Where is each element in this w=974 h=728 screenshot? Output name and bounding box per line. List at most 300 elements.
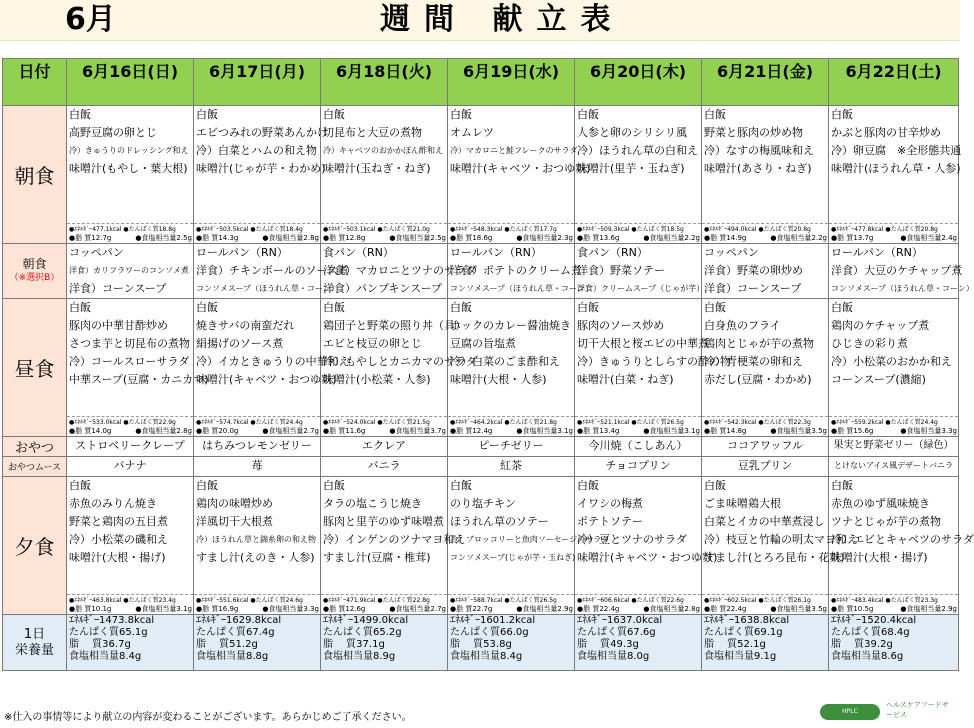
dish-item: 白飯 xyxy=(323,108,345,121)
menu-cell-breakfast xyxy=(448,106,591,244)
dish-item: 白飯 xyxy=(577,301,599,314)
dish-item: 白飯 xyxy=(577,479,599,492)
nutrition-energy-protein: ●ｴﾈﾙｷﾞｰ483.4kcal ●たんぱく質23.3g xyxy=(831,597,938,604)
nutrition-energy-protein: ●ｴﾈﾙｷﾞｰ606.6kcal ●たんぱく質22.6g xyxy=(577,597,684,604)
dish-item: 冷）エビとキャベツのサラダ xyxy=(831,533,974,546)
dish-item: 豚肉のソース炒め xyxy=(577,319,665,332)
nutrition-info xyxy=(829,594,958,614)
snack-item: 今川焼（こしあん） xyxy=(588,439,688,452)
dish-item: 冷）卵豆腐 ※全形態共通 xyxy=(831,144,962,157)
nutrition-salt: ●食塩相当量3.5g xyxy=(770,427,827,435)
dish-item: コッペパン xyxy=(69,246,124,259)
nutrition-fat: ●脂 質12.8g xyxy=(323,234,366,242)
dish-item: 白飯 xyxy=(69,301,91,314)
date-header: 6月21日(金) xyxy=(702,59,829,106)
dish-item: 白飯 xyxy=(704,301,726,314)
nutrition-info xyxy=(575,416,701,436)
menu-cell-snack xyxy=(575,437,702,457)
nutrition-info xyxy=(194,416,320,436)
nutrition-fat: ●脂 質14.8g xyxy=(704,427,747,435)
dish-item: 味噌汁(キャベツ・おつゆ麩) xyxy=(450,162,591,175)
nutrition-fat: ●脂 質16.9g xyxy=(196,605,239,613)
nutrition-energy-protein: ●ｴﾈﾙｷﾞｰ551.6kcal ●たんぱく質24.6g xyxy=(196,597,303,604)
nutrition-summary-line: たんぱく質67.6g xyxy=(577,627,656,638)
nutrition-energy-protein: ●ｴﾈﾙｷﾞｰ503.5kcal ●たんぱく質18.4g xyxy=(196,226,303,233)
menu-cell-dinner xyxy=(321,477,466,615)
nutrition-salt: ●食塩相当量3.1g xyxy=(135,605,192,613)
menu-cell-breakfastB xyxy=(575,244,705,299)
dish-item: 赤魚のみりん焼き xyxy=(69,497,157,510)
nutrition-summary-line: ｴﾈﾙｷﾞｰ1601.2kcal xyxy=(450,615,536,626)
header-row xyxy=(3,59,959,106)
dish-item: 白飯 xyxy=(69,479,91,492)
nutrition-fat: ●脂 質22.4g xyxy=(704,605,747,613)
nutrition-info xyxy=(829,416,958,436)
menu-cell-summary xyxy=(702,615,829,671)
menu-cell-breakfast xyxy=(829,106,962,244)
mousse-row xyxy=(3,457,959,477)
mousse-item: とけないアイス風デザートバニラ xyxy=(833,461,954,470)
dish-item: 味噌汁(玉ねぎ・ねぎ) xyxy=(323,162,431,175)
dish-item: 冷）きゅうりのドレッシング和え xyxy=(69,146,189,155)
nutrition-info xyxy=(829,223,958,243)
dish-item: かぶと豚肉の甘辛炒め xyxy=(831,126,941,139)
nutrition-salt: ●食塩相当量3.1g xyxy=(516,427,573,435)
nutrition-fat: ●脂 質13.6g xyxy=(577,234,620,242)
dish-item: 冷）白菜とハムの和え物 xyxy=(196,144,317,157)
dish-item: 洋風切干大根煮 xyxy=(196,515,273,528)
menu-cell-breakfastB xyxy=(829,244,974,299)
dish-item: 鶏肉のケチャップ煮 xyxy=(831,319,930,332)
dish-item: のり塩チキン xyxy=(450,497,516,510)
nutrition-info xyxy=(194,594,320,614)
nutrition-fat: ●脂 質13.4g xyxy=(577,427,620,435)
snack-row xyxy=(3,437,959,457)
nutrition-fat: ●脂 質12.4g xyxy=(450,427,493,435)
nutrition-summary-line: たんぱく質66.0g xyxy=(450,627,529,638)
row-label-breakfast: 朝食 xyxy=(3,106,67,244)
dish-item: 冷）小松菜の磯和え xyxy=(69,533,168,546)
nutrition-summary-line: 脂 質36.7g xyxy=(69,639,131,650)
nutrition-summary-line: 食塩相当量8.9g xyxy=(323,651,396,662)
nutrition-fat: ●脂 質14.3g xyxy=(196,234,239,242)
dish-item: 中華スープ(豆腐・カニカマ) xyxy=(69,373,209,386)
dish-item: 冷）イカときゅうりの中華和え xyxy=(196,355,350,368)
summary-row xyxy=(3,615,959,671)
dish-item: ほうれん草のソテー xyxy=(450,515,549,528)
dish-item: 白飯 xyxy=(831,108,853,121)
dish-item: 白飯 xyxy=(196,301,218,314)
nutrition-summary-line: たんぱく質69.1g xyxy=(704,627,783,638)
nutrition-summary-line: 食塩相当量8.6g xyxy=(831,651,904,662)
dish-item: 冷）青梗菜の卵和え xyxy=(704,355,803,368)
nutrition-summary-line: 食塩相当量8.4g xyxy=(69,651,142,662)
dish-item: 洋食）チキンボールのソース煮 xyxy=(196,264,349,277)
date-header: 6月18日(火) xyxy=(321,59,448,106)
menu-cell-snack xyxy=(194,437,321,457)
menu-cell-snack xyxy=(829,437,959,457)
nutrition-fat: ●脂 質18.6g xyxy=(450,234,493,242)
dish-item: 冷）キャベツのおかかぽん酢和え xyxy=(323,146,443,155)
menu-cell-breakfast xyxy=(194,106,328,244)
nutrition-salt: ●食塩相当量2.4g xyxy=(900,234,957,242)
mousse-item: チョコプリン xyxy=(605,459,671,472)
nutrition-summary-line: 脂 質39.2g xyxy=(831,639,893,650)
lunch-row xyxy=(3,299,959,437)
dish-item: 冷）きゅうりとしらすの酢の物 xyxy=(577,355,731,368)
title-bar xyxy=(0,0,960,41)
nutrition-info xyxy=(321,416,447,436)
nutrition-salt: ●食塩相当量2.9g xyxy=(900,605,957,613)
menu-cell-mousse xyxy=(448,457,575,477)
page-title: 週間 献立表 xyxy=(380,2,625,37)
dish-item: コンソメスープ（ほうれん草・コーン） xyxy=(831,284,974,293)
nutrition-summary-line: ｴﾈﾙｷﾞｰ1473.8kcal xyxy=(69,615,155,626)
nutrition-summary-line: ｴﾈﾙｷﾞｰ1638.8kcal xyxy=(704,615,790,626)
dish-item: 冷）ほうれん草の白和え xyxy=(577,144,698,157)
nutrition-energy-protein: ●ｴﾈﾙｷﾞｰ494.0kcal ●たんぱく質20.8g xyxy=(704,226,811,233)
nutrition-energy-protein: ●ｴﾈﾙｷﾞｰ477.1kcal ●たんぱく質18.8g xyxy=(69,226,176,233)
menu-cell-mousse xyxy=(575,457,702,477)
dish-item: 白飯 xyxy=(196,108,218,121)
dish-item: 野菜と鶏肉の五目煮 xyxy=(69,515,168,528)
dish-item: ポテトソテー xyxy=(577,515,643,528)
nutrition-fat: ●脂 質22.7g xyxy=(450,605,493,613)
menu-cell-breakfastB xyxy=(702,244,829,299)
dish-item: 白飯 xyxy=(831,479,853,492)
snack-item: ストロベリークレープ xyxy=(75,439,185,452)
row-label-summary: 1日 栄養量 xyxy=(3,615,67,671)
month-label: 6月 xyxy=(65,2,116,37)
nutrition-energy-protein: ●ｴﾈﾙｷﾞｰ588.7kcal ●たんぱく質26.5g xyxy=(450,597,557,604)
nutrition-info xyxy=(67,416,193,436)
nutrition-fat: ●脂 質11.6g xyxy=(323,427,366,435)
snack-item: エクレア xyxy=(362,439,406,452)
weekly-menu-table xyxy=(2,58,974,671)
snack-item: はちみつレモンゼリー xyxy=(202,439,312,452)
dish-item: 冷）白菜のごま酢和え xyxy=(450,355,560,368)
snack-item: ピーチゼリー xyxy=(478,439,544,452)
dish-item: 切昆布と大豆の煮物 xyxy=(323,126,422,139)
snack-item: ココアワッフル xyxy=(726,439,803,452)
company-logo-text: ヘルスケアフードサービス xyxy=(886,701,949,719)
nutrition-summary-line: たんぱく質67.4g xyxy=(196,627,275,638)
dish-item: 豚肉と里芋のゆず味噌煮 xyxy=(323,515,444,528)
dish-item: 白身魚のフライ xyxy=(704,319,781,332)
nutrition-fat: ●脂 質14.0g xyxy=(69,427,112,435)
dish-item: 味噌汁(キャベツ・おつゆ麩) xyxy=(196,373,337,386)
nutrition-energy-protein: ●ｴﾈﾙｷﾞｰ533.0kcal ●たんぱく質22.9g xyxy=(69,419,176,426)
dish-item: 食パン（RN） xyxy=(577,246,648,259)
dish-item: 鶏団子と野菜の照り丼（具） xyxy=(323,319,466,332)
dish-item: 味噌汁(大根・揚げ) xyxy=(831,551,928,564)
date-header: 6月19日(水) xyxy=(448,59,575,106)
nutrition-summary-line: たんぱく質65.1g xyxy=(69,627,148,638)
nutrition-salt: ●食塩相当量2.5g xyxy=(135,234,192,242)
nutrition-info xyxy=(702,223,828,243)
dish-item: 白飯 xyxy=(450,108,472,121)
dish-item: 白飯 xyxy=(450,479,472,492)
dish-item: 豚肉の中華甘酢炒め xyxy=(69,319,168,332)
dish-item: 鶏肉の味噌炒め xyxy=(196,497,273,510)
date-column-header: 日付 xyxy=(3,59,67,106)
nutrition-fat: ●脂 質22.4g xyxy=(577,605,620,613)
dish-item: オムレツ xyxy=(450,126,494,139)
menu-cell-breakfastB xyxy=(448,244,593,299)
menu-cell-breakfast xyxy=(321,106,448,244)
dish-item: 白菜とイカの中華煮浸し xyxy=(704,515,825,528)
dish-item: 味噌汁(もやし・葉大根) xyxy=(69,162,188,175)
dish-item: 冷）枝豆と竹輪の明太マヨ和え xyxy=(704,533,858,546)
dish-item: 切干大根と桜エビの中華煮 xyxy=(577,337,709,350)
menu-cell-dinner xyxy=(67,477,194,615)
dish-item: 白飯 xyxy=(323,301,345,314)
nutrition-info xyxy=(575,223,701,243)
dish-item: コッペパン xyxy=(704,246,759,259)
dish-item: ひじきの彩り煮 xyxy=(831,337,908,350)
nutrition-salt: ●食塩相当量2.9g xyxy=(516,605,573,613)
dish-item: 白飯 xyxy=(704,108,726,121)
nutrition-fat: ●脂 質12.6g xyxy=(323,605,366,613)
dish-item: 赤だし(豆腐・わかめ) xyxy=(704,373,812,386)
dish-item: 焼きサバの南蛮だれ xyxy=(196,319,295,332)
mousse-item: 豆乳プリン xyxy=(737,459,793,472)
dish-item: ロールパン（RN） xyxy=(831,246,923,259)
nutrition-summary-line: 脂 質51.2g xyxy=(196,639,258,650)
nutrition-fat: ●脂 質13.7g xyxy=(831,234,874,242)
nutrition-salt: ●食塩相当量3.5g xyxy=(770,605,827,613)
nutrition-info xyxy=(321,223,447,243)
dish-item: 味噌汁(キャベツ・おつゆ麩) xyxy=(577,551,718,564)
nutrition-energy-protein: ●ｴﾈﾙｷﾞｰ548.3kcal ●たんぱく質17.7g xyxy=(450,226,557,233)
menu-cell-snack xyxy=(448,437,575,457)
menu-cell-dinner xyxy=(829,477,974,615)
dish-item: 白飯 xyxy=(450,301,472,314)
mousse-item: バニラ xyxy=(367,459,401,472)
nutrition-fat: ●脂 質12.7g xyxy=(69,234,112,242)
menu-cell-mousse xyxy=(194,457,321,477)
dish-item: 味噌汁(大根・人参) xyxy=(450,373,547,386)
dish-item: 洋食）マカロニとツナのサラダ xyxy=(323,264,477,277)
nutrition-info xyxy=(67,223,193,243)
dish-item: 洋食）コーンスープ xyxy=(69,282,167,295)
menu-cell-snack xyxy=(702,437,829,457)
menu-cell-lunch xyxy=(67,299,209,437)
dish-item: 洋食）コーンスープ xyxy=(704,282,802,295)
nutrition-summary-line: ｴﾈﾙｷﾞｰ1520.4kcal xyxy=(831,615,917,626)
dish-item: 冷）インゲンのツナマヨ和え xyxy=(323,533,466,546)
row-label-snack: おやつ xyxy=(3,437,67,457)
dish-item: タラの塩こうじ焼き xyxy=(323,497,422,510)
dish-item: 洋食）大豆のケチャップ煮 xyxy=(831,264,963,277)
dish-item: 味噌汁(大根・揚げ) xyxy=(69,551,166,564)
dish-item: ごま味噌鶏大根 xyxy=(704,497,781,510)
dish-item: 味噌汁(あさり・ねぎ) xyxy=(704,162,812,175)
nutrition-salt: ●食塩相当量2.8g xyxy=(643,605,700,613)
nutrition-fat: ●脂 質15.6g xyxy=(831,427,874,435)
dish-item: すまし汁(豆腐・椎茸) xyxy=(323,551,431,564)
dish-item: さつま芋と切昆布の煮物 xyxy=(69,337,190,350)
nutrition-salt: ●食塩相当量2.7g xyxy=(262,427,319,435)
dish-item: イワシの梅煮 xyxy=(577,497,643,510)
nutrition-fat: ●脂 質10.5g xyxy=(831,605,874,613)
dish-item: 洋食）野菜ソテー xyxy=(577,264,665,277)
menu-cell-breakfastB xyxy=(321,244,477,299)
dish-item: エビつみれの野菜あんかけ xyxy=(196,126,328,139)
dinner-row xyxy=(3,477,959,615)
dish-item: 洋食）ポテトのクリーム煮 xyxy=(450,264,582,277)
nutrition-summary-line: ｴﾈﾙｷﾞｰ1629.8kcal xyxy=(196,615,282,626)
menu-cell-breakfast xyxy=(702,106,829,244)
nutrition-energy-protein: ●ｴﾈﾙｷﾞｰ521.1kcal ●たんぱく質26.5g xyxy=(577,419,684,426)
nutrition-info xyxy=(448,416,574,436)
dish-item: 人参と卵のシリシリ風 xyxy=(577,126,687,139)
mousse-item: バナナ xyxy=(113,459,147,472)
nutrition-salt: ●食塩相当量3.3g xyxy=(262,605,319,613)
menu-cell-summary xyxy=(194,615,321,671)
dish-item: 白飯 xyxy=(704,479,726,492)
mousse-item: 紅茶 xyxy=(500,459,522,472)
dish-item: 冷）コールスローサラダ xyxy=(69,355,190,368)
snack-item: 果実と野菜ゼリー（緑色） xyxy=(833,440,954,451)
dish-item: 洋食）カリフラワーのコンソメ煮 xyxy=(69,266,189,275)
date-header: 6月22日(土) xyxy=(829,59,959,106)
menu-cell-summary xyxy=(67,615,194,671)
dish-item: 洋食）野菜の卵炒め xyxy=(704,264,803,277)
nutrition-summary-line: 脂 質37.1g xyxy=(323,639,385,650)
menu-cell-summary xyxy=(448,615,575,671)
dish-item: ホックのカレー醤油焼き xyxy=(450,319,571,332)
date-header: 6月17日(月) xyxy=(194,59,321,106)
menu-cell-lunch xyxy=(829,299,959,437)
dish-item: エビと枝豆の卵とじ xyxy=(323,337,422,350)
row-label-mousse: おやつムース xyxy=(3,457,67,477)
menu-cell-mousse xyxy=(702,457,829,477)
dish-item: 味噌汁(ほうれん草・人参) xyxy=(831,162,961,175)
nutrition-energy-protein: ●ｴﾈﾙｷﾞｰ463.8kcal ●たんぱく質23.4g xyxy=(69,597,176,604)
nutrition-summary-line: 脂 質52.1g xyxy=(704,639,766,650)
dish-item: コンソメスープ（ほうれん草・コーン） xyxy=(450,284,593,293)
breakfast-b-row xyxy=(3,244,959,299)
menu-cell-summary xyxy=(575,615,702,671)
nutrition-energy-protein: ●ｴﾈﾙｷﾞｰ559.2kcal ●たんぱく質24.4g xyxy=(831,419,938,426)
dish-item: 味噌汁(里芋・玉ねぎ) xyxy=(577,162,685,175)
menu-cell-snack xyxy=(67,437,194,457)
dish-item: 白飯 xyxy=(577,108,599,121)
nutrition-energy-protein: ●ｴﾈﾙｷﾞｰ509.3kcal ●たんぱく質18.5g xyxy=(577,226,684,233)
nutrition-energy-protein: ●ｴﾈﾙｷﾞｰ477.8kcal ●たんぱく質20.8g xyxy=(831,226,938,233)
nutrition-info xyxy=(67,594,193,614)
menu-cell-breakfast xyxy=(575,106,702,244)
dish-item: 冷）もやしとカニカマのサラダ xyxy=(323,355,477,368)
menu-cell-dinner xyxy=(575,477,718,615)
dish-item: 野菜と豚肉の炒め物 xyxy=(704,126,803,139)
row-label-breakfast-b: 朝食 （※選択B） xyxy=(3,244,67,299)
dish-item: 冷）豆とツナのサラダ xyxy=(577,533,687,546)
menu-cell-dinner xyxy=(194,477,321,615)
menu-cell-mousse xyxy=(67,457,194,477)
dish-item: 味噌汁(小松菜・人参) xyxy=(323,373,431,386)
nutrition-summary-line: 食塩相当量8.0g xyxy=(577,651,650,662)
dish-item: コンソメスープ（ほうれん草・コーン） xyxy=(196,284,339,293)
nutrition-salt: ●食塩相当量3.3g xyxy=(900,427,957,435)
row-label-dinner: 夕食 xyxy=(3,477,67,615)
dish-item: 白飯 xyxy=(69,108,91,121)
menu-cell-breakfastB xyxy=(67,244,194,299)
menu-cell-summary xyxy=(829,615,959,671)
dish-item: 冷）ほうれん草と錦糸卵の和え物 xyxy=(196,535,316,544)
nutrition-info xyxy=(194,223,320,243)
dish-item: 味噌汁(じゃが芋・わかめ) xyxy=(196,162,326,175)
footer-note: ※仕入の事情等により献立の内容が変わることがございます。あらかじめご了承ください。 xyxy=(4,712,412,723)
dish-item: 洋食）パンプキンスープ xyxy=(323,282,443,295)
dish-item: ロールパン（RN） xyxy=(450,246,542,259)
nutrition-info xyxy=(575,594,701,614)
menu-cell-breakfastB xyxy=(194,244,349,299)
menu-cell-breakfast xyxy=(67,106,194,244)
dish-item: ロールパン（RN） xyxy=(196,246,288,259)
nutrition-info xyxy=(448,594,574,614)
dish-item: 冷）なすの梅風味和え xyxy=(704,144,814,157)
dish-item: 高野豆腐の卵とじ xyxy=(69,126,157,139)
dish-item: 冷）小松菜のおかか和え xyxy=(831,355,952,368)
nutrition-energy-protein: ●ｴﾈﾙｷﾞｰ524.0kcal ●たんぱく質21.5g xyxy=(323,419,430,426)
dish-item: 白飯 xyxy=(196,479,218,492)
dish-item: 食パン（RN） xyxy=(323,246,394,259)
nutrition-summary-line: 食塩相当量8.8g xyxy=(196,651,269,662)
nutrition-energy-protein: ●ｴﾈﾙｷﾞｰ464.2kcal ●たんぱく質21.8g xyxy=(450,419,557,426)
nutrition-fat: ●脂 質10.1g xyxy=(69,605,112,613)
company-logo: HPLC xyxy=(820,704,880,720)
nutrition-salt: ●食塩相当量3.7g xyxy=(389,427,446,435)
row-label-lunch: 昼食 xyxy=(3,299,67,437)
nutrition-summary-line: ｴﾈﾙｷﾞｰ1637.0kcal xyxy=(577,615,663,626)
nutrition-energy-protein: ●ｴﾈﾙｷﾞｰ503.1kcal ●たんぱく質21.0g xyxy=(323,226,430,233)
nutrition-info xyxy=(321,594,447,614)
menu-cell-mousse xyxy=(321,457,448,477)
menu-cell-lunch xyxy=(448,299,575,437)
dish-item: 冷）マカロニと鮭フレークのサラダ xyxy=(450,146,578,155)
nutrition-salt: ●食塩相当量2.5g xyxy=(389,234,446,242)
nutrition-energy-protein: ●ｴﾈﾙｷﾞｰ542.3kcal ●たんぱく質22.3g xyxy=(704,419,811,426)
dish-item: 豆腐の旨塩煮 xyxy=(450,337,516,350)
nutrition-info xyxy=(702,594,828,614)
nutrition-energy-protein: ●ｴﾈﾙｷﾞｰ471.9kcal ●たんぱく質22.8g xyxy=(323,597,430,604)
dish-item: コーンスープ(濃縮) xyxy=(831,373,926,386)
nutrition-salt: ●食塩相当量2.7g xyxy=(389,605,446,613)
nutrition-summary-line: たんぱく質68.4g xyxy=(831,627,910,638)
dish-item: 赤魚のゆず風味焼き xyxy=(831,497,930,510)
nutrition-salt: ●食塩相当量2.2g xyxy=(770,234,827,242)
nutrition-fat: ●脂 質20.0g xyxy=(196,427,239,435)
menu-cell-summary xyxy=(321,615,448,671)
dish-item: コンソメスープ(じゃが芋・玉ねぎ) xyxy=(450,553,576,562)
nutrition-salt: ●食塩相当量2.8g xyxy=(262,234,319,242)
dish-item: ツナとじゃが芋の煮物 xyxy=(831,515,941,528)
dish-item: 味噌汁(白菜・ねぎ) xyxy=(577,373,674,386)
dish-item: すまし汁(えのき・人参) xyxy=(196,551,315,564)
date-header: 6月20日(木) xyxy=(575,59,702,106)
date-header: 6月16日(日) xyxy=(67,59,194,106)
mousse-item: 苺 xyxy=(251,459,263,472)
nutrition-summary-line: たんぱく質65.2g xyxy=(323,627,402,638)
dish-item: 絹揚げのソース煮 xyxy=(196,337,284,350)
nutrition-salt: ●食塩相当量2.8g xyxy=(135,427,192,435)
dish-item: 洋食）クリームスープ（じゃが芋） xyxy=(577,284,705,293)
dish-item: すまし汁(とろろ昆布・花麩) xyxy=(704,551,845,564)
nutrition-fat: ●脂 質14.9g xyxy=(704,234,747,242)
nutrition-info xyxy=(702,416,828,436)
